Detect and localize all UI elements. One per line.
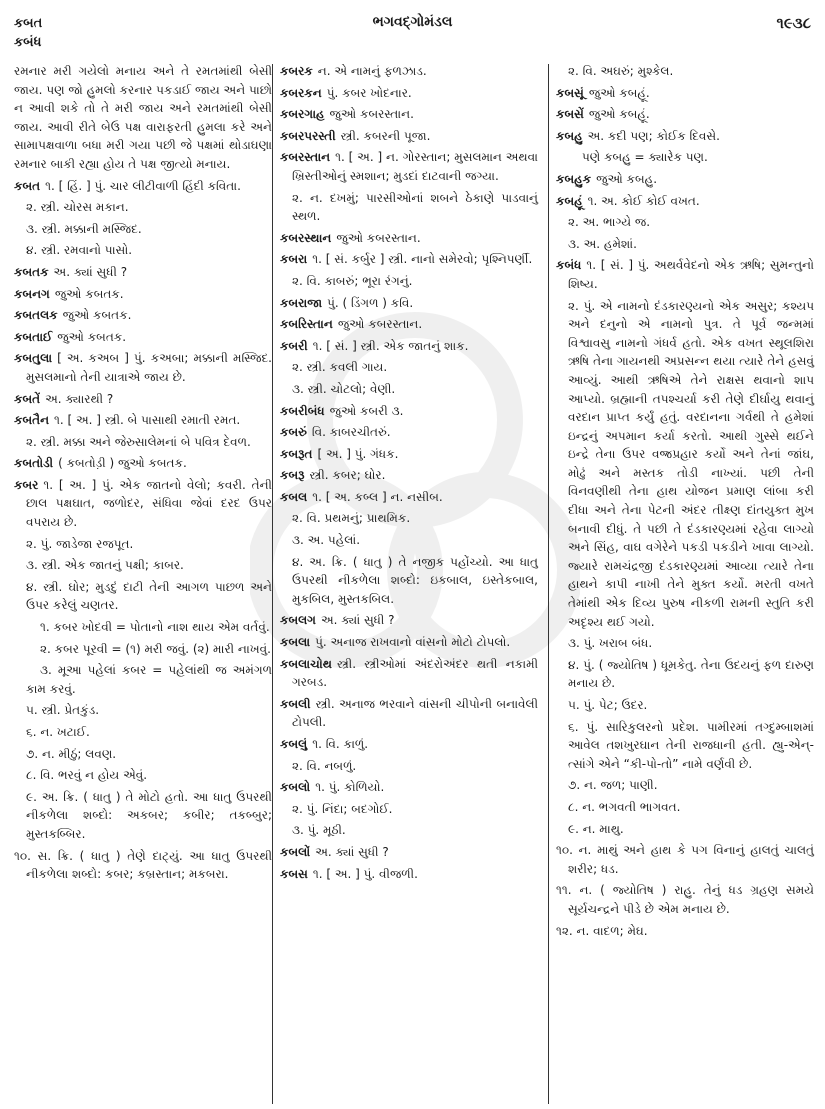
dictionary-entry	[280, 127, 538, 146]
headword: કબસ	[280, 866, 308, 881]
definition-text: ૫. પું. પેટ; ઉદર.	[568, 698, 648, 712]
definition-text: વિ. કાબરચીતરું.	[311, 425, 391, 440]
definition-text: ૧. કબર ખોદવી = પોતાનો નાશ થાય એમ વર્તવું.	[40, 620, 270, 635]
headword: કબરૂત	[280, 446, 313, 461]
entry-sense	[280, 189, 538, 226]
headword: કબતાઈ	[14, 329, 53, 344]
guide-word-last: કબંધ	[14, 35, 42, 50]
definition-text: ૧. [ અ. ] પું. વીજળી.	[312, 866, 418, 881]
dictionary-entry	[280, 778, 538, 797]
entry-sense	[556, 148, 814, 167]
column-2	[280, 62, 538, 886]
headword: કબલગ	[280, 613, 316, 628]
headword: કબરસ્તાન	[280, 150, 331, 165]
dictionary-entry	[280, 402, 538, 421]
headword: કબરું	[280, 425, 307, 440]
definition-text: ૪. સ્ત્રી. રમવાનો પાસો.	[26, 243, 133, 258]
dictionary-entry	[14, 328, 272, 347]
definition-text: ૪. અ. ક્રિ. ( ધાતુ ) તે નજીક પહોંચ્યો. આ ધાતુ ઉપરથી નીકળેલા શબ્દો: ઇકબાલ, ઇસ્તેકબાલ, મુકબિલ, મુસ્તકબિલ.	[292, 554, 538, 606]
definition-text: ૧. અ. કોઈ કોઈ વખત.	[587, 193, 700, 208]
dictionary-entry	[556, 170, 814, 189]
definition-text: અ. કદી પણ; કોઈક દિવસે.	[587, 128, 720, 143]
dictionary-entry	[280, 148, 538, 185]
entry-sense	[556, 696, 814, 715]
headword: કબતક	[14, 264, 49, 279]
dictionary-entry	[280, 655, 538, 692]
entry-sense	[280, 380, 538, 399]
definition-text: જુઓ કબરી ૩.	[329, 403, 404, 418]
headword: કબતુલા	[14, 351, 53, 366]
dictionary-entry	[280, 735, 538, 754]
entry-sense	[280, 757, 538, 776]
definition-text: સ્ત્રી. અનાજ ભરવાને વાંસની ચીપોની બનાવેલી ટોપલી.	[292, 696, 538, 730]
headword: કબરક	[280, 64, 313, 78]
headword: કબંધ	[556, 258, 582, 273]
definition-text: ૨. પું. જાડેજા રજપૂત.	[26, 536, 134, 551]
headword: કબસેં	[556, 107, 584, 122]
entry-sense	[14, 640, 272, 659]
definition-text: ન. એ નામનું ફળઝાડ.	[317, 64, 427, 78]
definition-text: જુઓ કબહૂં.	[588, 85, 650, 100]
headword: કબરા	[280, 252, 308, 267]
definition-text: ૨. સ્ત્રી. કવલી ગાય.	[292, 360, 388, 375]
headword: કબર	[14, 477, 39, 492]
dictionary-entry	[556, 84, 814, 103]
dictionary-entry	[280, 84, 538, 103]
definition-text: ૨. વિ. પ્રથમનું; પ્રાથમિક.	[292, 511, 411, 526]
definition-text: ૨. પું. એ નામનો દંડકારણ્યનો એક અસુર; કશ્યપ અને દનુનો એ નામનો પુત્ર. તે પૂર્વ જન્મમાં વિશ્વાવસુ નામનો ગંધર્વ હતો. એક વખત સ્થૂલશિરા ઋષિ તેના ગાયનથી અપ્રસન્ન થયા ત્યારે તેને હસવું આવ્યું. આથી ઋષિએ તેને રાક્ષસ થવાનો શાપ આપ્યો. બ્રહ્માની તપશ્ચર્યા કરી તેણે દીર્ઘાયુ થવાનું વરદાન પ્રાપ્ત કર્યું હતું. વરદાનના ગર્વથી તે હમેશાં ઇન્દ્રનું અપમાન કર્યા કરતો. આથી ગુસ્સે થઈને ઇન્દ્રે તેના ઉપર વજ્રપ્રહાર કર્યો અને તેનાં જાંઘ, મોઢું અને મસ્તક તોડી નાખ્યાં. પછી તેની વિનવણીથી તેના હાથ યોજન પ્રમાણ લાંબા કરી દીધા અને તેના પેટની અંદર તીક્ષ્ણ દાંતયુક્ત મુખ બનાવી દીધું. તે પછી તે દંડકારણ્યમાં રહેવા લાગ્યો અને સિંહ, વાઘ વગેરેને પકડી પકડીને ખાવા લાગ્યો. જ્યારે રામચંદ્રજી દંડકારણ્યમાં આવ્યા ત્યારે તેના હાથને કાપી નાખી તેને મુક્ત કર્યો. મરતી વખતે તેમાંથી એક દિવ્ય પુરુષ નીકળી રામની સ્તુતિ કરી અદૃશ્ય થઈ ગયો.	[568, 298, 814, 629]
entry-sense	[556, 213, 814, 232]
definition-text: અ. ક્યાં સુધી ?	[53, 264, 128, 279]
dictionary-entry	[280, 865, 538, 884]
entry-sense	[14, 241, 272, 260]
definition-text: ૯. ન. માથુ.	[568, 821, 624, 836]
entry-sense	[280, 509, 538, 528]
entry-sense	[14, 220, 272, 239]
entry-sense	[556, 841, 814, 878]
definition-text: જુઓ કબતક.	[54, 286, 124, 301]
definition-text: ૧. [ સં. ] પું. અથર્વવેદનો એક ઋષિ; સુમન્તુનો શિષ્ય.	[568, 258, 814, 291]
definition-text: ૩. સ્ત્રી. મક્કાની મસ્જિદ.	[26, 221, 142, 236]
dictionary-entry	[14, 349, 272, 386]
definition-text: ૬. ન. ખટાઈ.	[26, 725, 90, 739]
page-number: ૧૯૩૮	[776, 14, 811, 32]
definition-text: પું. ( ડિંગળ ) કવિ.	[327, 295, 414, 310]
definition-text: સ્ત્રી. કબર; ઘોર.	[309, 468, 386, 483]
headword: કબરગાહ	[280, 107, 325, 122]
definition-text: જુઓ કબતક.	[62, 308, 132, 323]
headword: કબરકન	[280, 85, 322, 100]
dictionary-entry	[280, 488, 538, 507]
entry-sense	[556, 881, 814, 918]
definition-text: ૩. પું. મૂઠી.	[292, 823, 346, 838]
dictionary-entry	[280, 229, 538, 248]
column-divider	[548, 64, 549, 1104]
definition-text: ૧. [ અ. ] પું. એક જાતનો વેલો; કવરી. તેની છાલ પક્ષઘાત, જળોદર, સંધિવા જેવાં દરદ ઉપર વપરાય છે.	[26, 477, 272, 530]
headword: કબરૂ	[280, 468, 305, 483]
definition-text: જુઓ કબતક.	[57, 329, 127, 344]
dictionary-entry	[280, 633, 538, 652]
headword: કબતલક	[14, 308, 58, 323]
headword: કબસૂં	[556, 85, 584, 100]
column-3	[556, 62, 814, 943]
headword: કબલો	[280, 780, 311, 795]
definition-text: ૧. [ સં. કર્બુર ] સ્ત્રી. નાનો સમેરવો; પૃશ્નિપર્ણી.	[312, 252, 533, 267]
entry-sense	[280, 531, 538, 550]
definition-text: જુઓ કબરસ્તાન.	[337, 317, 423, 332]
headword: કબરીબંધ	[280, 403, 325, 418]
definition-text: ૪. પું. ( જ્યોતિષ ) ધૂમકેતુ. તેના ઉદયનું ફળ દારુણ મનાય છે.	[568, 657, 814, 691]
definition-text: ૩. પું. ખરાબ બંધ.	[568, 636, 653, 651]
definition-text: અ. ક્યારથી ?	[45, 391, 114, 406]
dictionary-entry	[14, 411, 272, 430]
definition-text: ૧. [ હિં. ] પું. ચાર લીટીવાળી હિંદી કવિતા.	[45, 178, 241, 193]
definition-text: ૮. ન. ભગવતી ભાગવત.	[568, 799, 681, 814]
entry-sense	[556, 798, 814, 817]
dictionary-entry	[280, 445, 538, 464]
definition-text: ૬. પું. સારિકુલરનો પ્રદેશ. પામીરમાં તગ્દુમ્બાશમાં આવેલ તશખુરઘાન તેની રાજધાની હતી. હ્યુ-એન્-ત્સાંગે એને “કી-પો-તો” નામે વર્ણવી છે.	[568, 719, 814, 771]
headword: કબરી	[280, 338, 308, 353]
headword: કબતેં	[14, 391, 41, 406]
dictionary-entry	[556, 105, 814, 124]
entry-sense	[14, 433, 272, 452]
dictionary-entry	[280, 105, 538, 124]
entry-sense	[14, 788, 272, 844]
definition-text: ૧૨. ન. વાદળ; મેઘ.	[556, 923, 648, 938]
definition-text: ૧૧. ન. ( જ્યોતિષ ) રાહુ. તેનું ધડ ગ્રહણ સમયે સૂર્યચન્દ્રને પીડે છે એમ મનાય છે.	[556, 883, 814, 916]
dictionary-entry	[280, 611, 538, 630]
dictionary-entry	[280, 62, 538, 81]
definition-text: ૧. પું. કોળિયો.	[315, 780, 385, 795]
dictionary-entry	[14, 306, 272, 325]
definition-text: ૨. પું. નિંદા; બદગોઈ.	[292, 801, 393, 816]
definition-text: ૨. વિ. અઘરું; મુશ્કેલ.	[568, 64, 674, 78]
entry-sense	[280, 358, 538, 377]
definition-text: ૧. [ સં. ] સ્ત્રી. એક જાતનું શાક.	[312, 338, 469, 353]
entry-sense	[556, 297, 814, 632]
entry-sense	[14, 62, 272, 174]
headword: કબરસ્થાન	[280, 230, 332, 245]
entry-sense	[556, 820, 814, 839]
definition-text: જુઓ કબરસ્તાન.	[329, 107, 414, 122]
definition-text: ૨. વિ. કાબરું; ભૂરા રંગનું.	[292, 273, 413, 288]
entry-sense	[14, 198, 272, 217]
definition-text: ૭. ન. જળ; પાણી.	[568, 778, 658, 793]
definition-text: [ અ. કઅબ ] પું. કઅબા; મક્કાની મસ્જિદ. મુસલમાનો તેની યાત્રાએ જાય છે.	[26, 351, 272, 384]
definition-text: ૨. કબર પૂરવી = (૧) મરી જવું. (૨) મારી નાખવું.	[40, 641, 271, 656]
entry-sense	[14, 766, 272, 785]
dictionary-entry	[14, 285, 272, 304]
dictionary-entry	[556, 127, 814, 146]
definition-text: ૧. [ અ. ] સ્ત્રી. બે પાસાથી રમાતી રમત.	[54, 413, 241, 428]
headword: કબતૈન	[14, 413, 50, 428]
entry-sense	[14, 618, 272, 637]
definition-text: ૨. સ્ત્રી. મક્કા અને જેરુસાલેમનાં બે પવિત્ર દેવળ.	[26, 434, 251, 449]
dictionary-entry	[14, 476, 272, 532]
headword: કબલું	[280, 737, 308, 751]
dictionary-entry	[14, 454, 272, 473]
dictionary-entry	[14, 390, 272, 409]
entry-sense	[14, 556, 272, 575]
definition-text: પું. કબર ખોદનાર.	[326, 85, 412, 100]
definition-text: [ અ. ] પું. ગંધક.	[317, 446, 399, 461]
entry-sense	[280, 800, 538, 819]
entry-sense	[14, 535, 272, 554]
headword: કબહુક	[556, 171, 592, 186]
headword: કબનગ	[14, 286, 50, 301]
definition-text: ૪. સ્ત્રી. ઘોર; મુડદું દાટી તેની આગળ પાછળ અને ઉપર કરેલું ચણતર.	[26, 579, 272, 613]
entry-sense	[280, 821, 538, 840]
definition-text: ૨. વિ. નબળું.	[292, 758, 357, 773]
entry-sense	[280, 553, 538, 609]
entry-sense	[14, 578, 272, 615]
definition-text: જુઓ કબહુ.	[596, 171, 658, 186]
definition-text: ૧. [ અ. કબ્લ ] ન. નસીબ.	[312, 489, 443, 504]
definition-text: ૭. ન. મીઠું; લવણ.	[26, 746, 117, 761]
definition-text: અ. ક્યાં સુધી ?	[320, 613, 395, 628]
definition-text: ૩. અ. પહેલાં.	[292, 533, 361, 548]
dictionary-entry	[280, 466, 538, 485]
dictionary-entry	[14, 177, 272, 196]
headword: કબલા	[280, 635, 311, 650]
headword: કબલ	[280, 489, 308, 504]
headword: કબરાજા	[280, 295, 323, 310]
dictionary-entry	[556, 192, 814, 211]
definition-text: ૨. સ્ત્રી. ચોરસ મકાન.	[26, 200, 129, 215]
headword: કબત	[14, 178, 41, 193]
definition-text: જુઓ કબરસ્તાન.	[336, 230, 421, 245]
headword: કબહૂં	[556, 193, 583, 208]
headword: કબલી	[280, 696, 311, 711]
definition-text: પું. અનાજ રાખવાનો વાંસનો મોટો ટોપલો.	[315, 635, 511, 650]
definition-text: જુઓ કબહૂં.	[588, 107, 650, 122]
entry-sense	[556, 634, 814, 653]
definition-text: ૩. મૂઆ પહેલાં કબર = પહેલાંથી જ અમંગળ કામ કરવું.	[26, 663, 272, 696]
dictionary-entry	[280, 250, 538, 269]
entry-sense	[14, 661, 272, 698]
definition-text: અ. ક્યાં સુધી ?	[315, 844, 389, 859]
definition-text: રમનાર મરી ગયેલો મનાય અને તે રમતમાંથી બેસી જાય. પણ જો હુમલો કરનાર પકડાઈ જાય અને પાછો ન આવી શકે તો તે મરી જાય અને રમતમાંથી બેસી જાય. આવી રીતે બેઉ પક્ષ વારાફરતી હુમલા કરે અને સામાપક્ષવાળા બધા મરી ગયા પછી જે પક્ષમાં થોડાઘણા રમનાર બાકી રહ્યા હોય તે પક્ષ જીત્યો મનાય.	[14, 64, 272, 171]
headword: કબલાચોથ	[280, 656, 332, 671]
definition-text: સ્ત્રી. સ્ત્રીઓમાં અંદરોઅંદર થતી નકામી ગરબડ.	[292, 656, 538, 690]
entry-sense	[14, 847, 272, 884]
entry-sense	[556, 62, 814, 81]
dictionary-entry	[280, 315, 538, 334]
headword: કબરપરસ્તી	[280, 128, 336, 143]
entry-sense	[556, 922, 814, 941]
definition-text: ૯. અ. ક્રિ. ( ધાતુ ) તે મોટો હતો. આ ધાતુ ઉપરથી નીકળેલા શબ્દો: અકબર; કબીર; તકબ્બુર; મુસ્તકબ્બિર.	[26, 789, 272, 841]
running-title: ભગવદ્ગોમંડલ	[372, 14, 453, 30]
entry-sense	[14, 723, 272, 742]
headword: કબહુ	[556, 128, 583, 143]
page-header	[0, 12, 825, 56]
definition-text: સ્ત્રી. કબરની પૂજા.	[340, 128, 431, 143]
headword: કબરિસ્તાન	[280, 317, 333, 332]
entry-sense	[556, 776, 814, 795]
entry-sense	[556, 718, 814, 774]
entry-sense	[14, 745, 272, 764]
definition-text: ૩. સ્ત્રી. ચોટલો; વેણી.	[292, 381, 396, 396]
entry-sense	[556, 656, 814, 693]
column-divider	[272, 64, 273, 1104]
definition-text: ૨. ન. દખમું; પારસીઓનાં શબને ઠેકાણે પાડવાનું સ્થળ.	[292, 190, 538, 224]
headword: કબલોં	[280, 844, 311, 859]
entry-sense	[556, 235, 814, 254]
dictionary-entry	[280, 423, 538, 442]
definition-text: ૮. વિ. ભરવું ન હોય એવું.	[26, 768, 148, 783]
definition-text: ૫. સ્ત્રી. પ્રેતકુંડ.	[26, 703, 100, 718]
column-1	[14, 62, 272, 887]
headword: કબતોડી	[14, 456, 54, 471]
dictionary-entry	[280, 337, 538, 356]
definition-text: ( કબતોડ઼ી ) જુઓ કબતક.	[58, 456, 187, 471]
definition-text: ૧૦. ન. માથું અને હાથ કે પગ વિનાનું હાલતું ચાલતું શરીર; ધડ.	[556, 843, 814, 876]
dictionary-entry	[556, 256, 814, 293]
definition-text: ૨. અ. ભાગ્યે જ.	[568, 215, 651, 230]
definition-text: ૧. [ અ. ] ન. ગોરસ્તાન; મુસલમાન અથવા ખ્રિસ્તીઓનું સ્મશાન; મુડદાં દાટવાની જગ્યા.	[292, 150, 538, 183]
definition-text: પણે કબહુ = ક્યારેક પણ.	[582, 150, 708, 165]
dictionary-entry	[280, 843, 538, 862]
dictionary-entry	[280, 695, 538, 732]
entry-sense	[280, 272, 538, 291]
definition-text: ૧. વિ. કાળું.	[312, 737, 369, 751]
dictionary-entry	[280, 294, 538, 313]
dictionary-entry	[14, 263, 272, 282]
entry-sense	[14, 701, 272, 720]
definition-text: ૧૦. સ. ક્રિ. ( ધાતુ ) તેણે દાટ્યું. આ ધાતુ ઉપરથી નીકળેલા શબ્દો: કબર; કબ્રસ્તાન; મકબરા.	[14, 848, 272, 882]
definition-text: ૩. સ્ત્રી. એક જાતનું પક્ષી; કાબર.	[26, 558, 184, 573]
guide-word-first: કબત	[14, 16, 43, 31]
definition-text: ૩. અ. હમેશાં.	[568, 236, 637, 251]
